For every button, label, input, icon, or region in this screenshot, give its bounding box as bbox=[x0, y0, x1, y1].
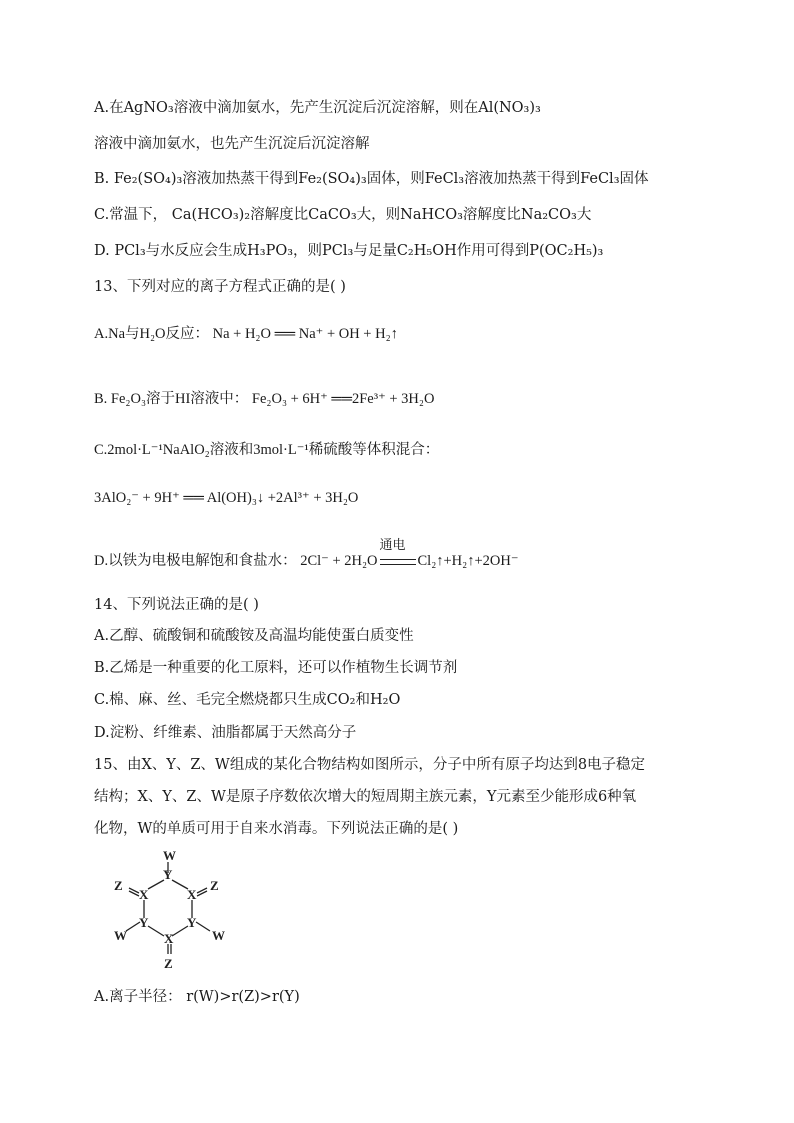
atom-x-left: X bbox=[139, 887, 149, 902]
atom-w-right: W bbox=[212, 928, 225, 943]
atom-y-right: Y bbox=[187, 915, 197, 930]
q15-stem-line2: 结构；X、Y、Z、W是原子序数依次增大的短周期主族元素，Y元素至少能形成6种氧 bbox=[94, 789, 637, 805]
atom-z-left: Z bbox=[114, 878, 123, 893]
molecule-structure bbox=[108, 848, 228, 972]
q14-option-a: A.乙醇、硫酸铜和硫酸铵及高温均能使蛋白质变性 bbox=[94, 628, 414, 644]
electrolysis-arrow bbox=[378, 537, 418, 571]
q13-option-c-line2: 3AlO₂⁻ + 9H⁺ ══ Al(OH)₃↓ +2Al³⁺ + 3H₂O bbox=[94, 490, 359, 506]
q13-option-a: A.Na与H₂O反应： Na + H₂O ══ Na⁺ + OH + H₂↑ bbox=[94, 326, 398, 342]
q14-option-b: B.乙烯是一种重要的化工原料，还可以作植物生长调节剂 bbox=[94, 660, 458, 676]
electrolysis-condition: 通电 bbox=[379, 537, 406, 552]
q13-stem: 13、下列对应的离子方程式正确的是( ) bbox=[94, 279, 346, 295]
q12-option-a-line1: A.在AgNO₃溶液中滴加氨水，先产生沉淀后沉淀溶解，则在Al(NO₃)₃ bbox=[94, 100, 541, 116]
q13-option-c-line1: C.2mol·L⁻¹NaAlO₂溶液和3mol·L⁻¹稀硫酸等体积混合： bbox=[94, 442, 440, 458]
q13-option-b: B. Fe₂O₃溶于HI溶液中： Fe₂O₃ + 6H⁺ ══2Fe³⁺ + 3H₂O bbox=[94, 391, 435, 407]
atom-x-bottom: X bbox=[164, 931, 174, 946]
q12-option-c: C.常温下， Ca(HCO₃)₂溶解度比CaCO₃大，则NaHCO₃溶解度比Na₂CO₃大 bbox=[94, 207, 592, 223]
q15-stem-line3: 化物，W的单质可用于自来水消毒。下列说法正确的是( ) bbox=[94, 821, 459, 837]
q13-d-prefix: D.以铁为电极电解饱和食盐水： 2Cl⁻ + 2H₂O bbox=[94, 553, 378, 569]
q13-d-suffix: Cl₂↑+H₂↑+2OH⁻ bbox=[417, 553, 519, 569]
atom-z-right: Z bbox=[210, 878, 219, 893]
q12-option-b: B. Fe₂(SO₄)₃溶液加热蒸干得到Fe₂(SO₄)₃固体，则FeCl₃溶液加热蒸干得到FeCl₃固体 bbox=[94, 171, 649, 187]
q12-option-a-line2: 溶液中滴加氨水，也先产生沉淀后沉淀溶解 bbox=[94, 136, 370, 152]
q12-option-d: D. PCl₃与水反应会生成H₃PO₃，则PCl₃与足量C₂H₅OH作用可得到P(OC₂H₅)₃ bbox=[94, 243, 604, 259]
atom-w-top: W bbox=[163, 848, 176, 863]
q14-option-d: D.淀粉、纤维素、油脂都属于天然高分子 bbox=[94, 725, 357, 741]
q13-option-d bbox=[94, 537, 519, 571]
atom-w-left: W bbox=[114, 928, 127, 943]
atom-y-left: Y bbox=[139, 915, 149, 930]
q14-stem: 14、下列说法正确的是( ) bbox=[94, 597, 259, 613]
atom-y-top: Y bbox=[163, 867, 173, 882]
atom-x-right: X bbox=[187, 887, 197, 902]
q15-option-a: A.离子半径： r(W)>r(Z)>r(Y) bbox=[94, 989, 300, 1005]
q15-stem-line1: 15、由X、Y、Z、W组成的某化合物结构如图所示，分子中所有原子均达到8电子稳定 bbox=[94, 757, 646, 773]
q14-option-c: C.棉、麻、丝、毛完全燃烧都只生成CO₂和H₂O bbox=[94, 692, 401, 708]
atom-z-bottom: Z bbox=[164, 956, 173, 971]
